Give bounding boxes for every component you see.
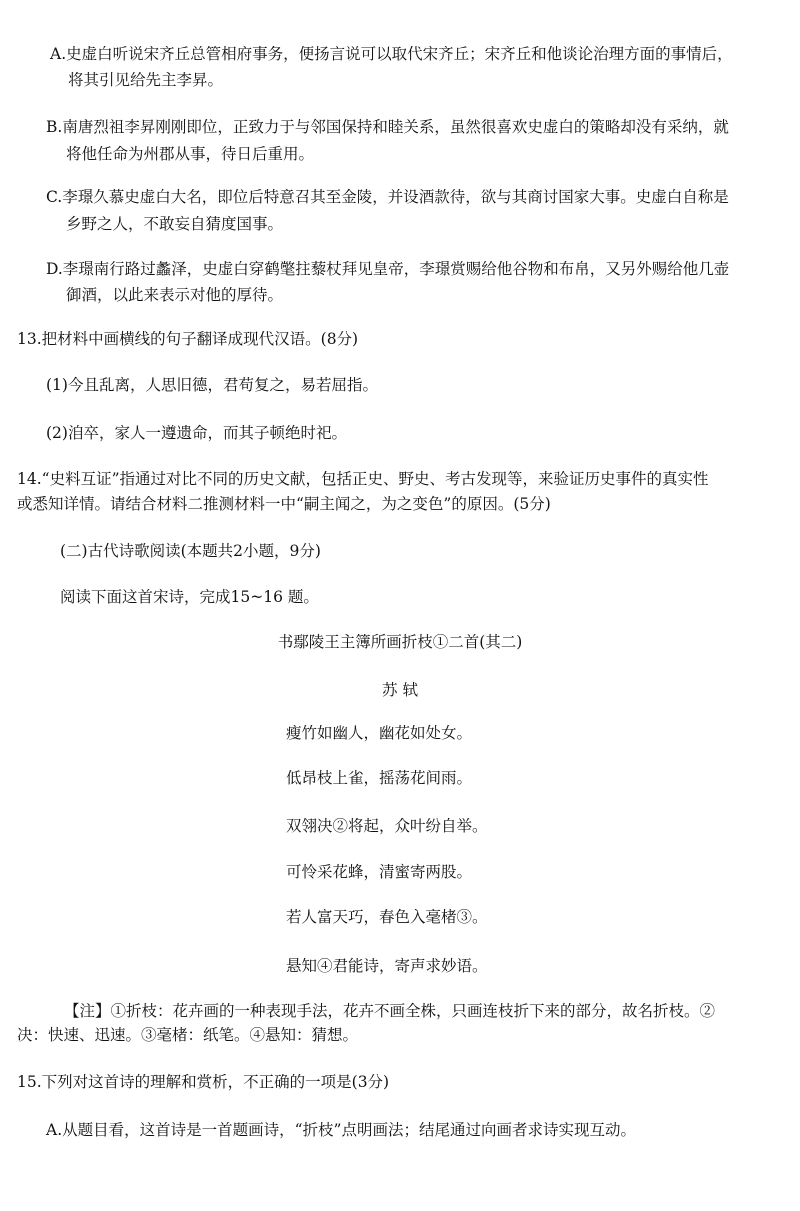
option-a-line-2: 将其引见给先主李昇。 <box>68 71 224 89</box>
question-13-stem: 13.把材料中画横线的句子翻译成现代汉语。(8分) <box>17 330 359 348</box>
poem-line-4: 可怜采花蜂，清蜜寄两股。 <box>286 863 473 881</box>
annotation-line-1: 【注】①折枝：花卉画的一种表现手法，花卉不画全株，只画连枝折下来的部分，故名折枝。② <box>64 1002 716 1020</box>
question-13-item-1: (1)今且乱离，人思旧德，君苟复之，易若屈指。 <box>46 376 378 394</box>
annotation-line-2: 决：快速、迅速。③毫楮：纸笔。④悬知：猜想。 <box>17 1026 359 1044</box>
poem-line-5: 若人富天巧，春色入毫楮③。 <box>286 908 488 926</box>
poem-author: 苏 轼 <box>382 681 418 699</box>
question-14-line-2: 或悉知详情。请结合材料二推测材料一中“嗣主闻之，为之变色”的原因。(5分) <box>17 495 551 513</box>
section-heading: (二)古代诗歌阅读(本题共2小题，9分) <box>60 542 321 560</box>
question-14-line-1: 14.“史料互证”指通过对比不同的历史文献，包括正史、野史、考古发现等，来验证历史事件的真实性 <box>17 470 709 488</box>
reading-instruction: 阅读下面这首宋诗，完成15~16 题。 <box>60 588 319 606</box>
poem-line-2: 低昂枝上雀，摇荡花间雨。 <box>286 769 473 787</box>
poem-line-6: 悬知④君能诗，寄声求妙语。 <box>286 957 488 975</box>
option-b-line-1: B.南唐烈祖李昇刚刚即位，正致力于与邻国保持和睦关系，虽然很喜欢史虚白的策略却没有采纳，就 <box>46 118 729 136</box>
option-d-line-2: 御酒，以此来表示对他的厚待。 <box>66 286 284 304</box>
poem-title: 书鄢陵王主簿所画折枝①二首(其二) <box>277 633 523 651</box>
poem-line-1: 瘦竹如幽人，幽花如处女。 <box>286 724 473 742</box>
option-c-line-1: C.李璟久慕史虚白大名，即位后特意召其至金陵，并设酒款待，欲与其商讨国家大事。史虚白自称是 <box>46 188 729 206</box>
option-c-line-2: 乡野之人，不敢妄自猜度国事。 <box>66 215 284 233</box>
question-15-stem: 15.下列对这首诗的理解和赏析，不正确的一项是(3分) <box>17 1073 390 1091</box>
poem-line-3: 双翎决②将起，众叶纷自举。 <box>286 817 488 835</box>
question-15-option-a: A.从题目看，这首诗是一首题画诗，“折枝”点明画法；结尾通过向画者求诗实现互动。 <box>46 1121 636 1139</box>
question-13-item-2: (2)洎卒，家人一遵遗命，而其子顿绝时祀。 <box>46 424 347 442</box>
option-d-line-1: D.李璟南行路过蠡泽，史虚白穿鹤氅拄藜杖拜见皇帝，李璟赏赐给他谷物和布帛，又另外赐给他几壶 <box>46 260 730 278</box>
option-b-line-2: 将他任命为州郡从事，待日后重用。 <box>66 145 315 163</box>
option-a-line-1: A.史虚白听说宋齐丘总管相府事务，便扬言说可以取代宋齐丘；宋齐丘和他谈论治理方面的事情后， <box>50 45 733 63</box>
